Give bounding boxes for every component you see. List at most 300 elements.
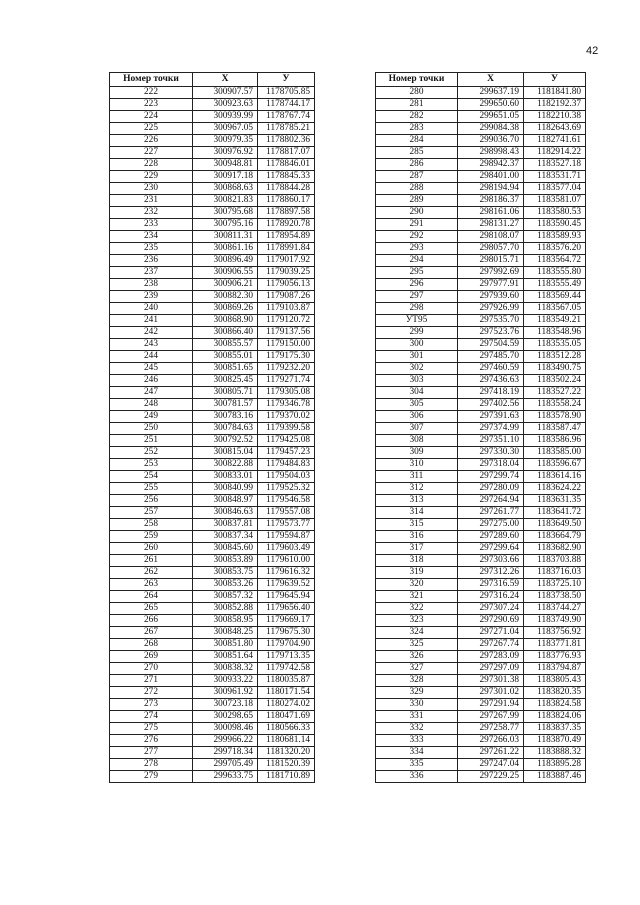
cell-x: 300869.26 (193, 303, 258, 315)
table-row (376, 555, 586, 567)
cell-point-number: 284 (376, 135, 458, 147)
cell-point-number: 322 (376, 603, 458, 615)
table-row (110, 507, 315, 519)
table-row (376, 579, 586, 591)
table-row (110, 219, 315, 231)
cell-x: 300906.21 (193, 279, 258, 291)
cell-x: 300848.97 (193, 495, 258, 507)
table-row (376, 519, 586, 531)
cell-y: 1183824.06 (524, 711, 586, 723)
cell-point-number: 222 (110, 87, 193, 99)
cell-x: 300855.57 (193, 339, 258, 351)
cell-y: 1183527.18 (524, 159, 586, 171)
cell-x: 298998.43 (458, 147, 524, 159)
cell-y: 1180681.14 (258, 735, 315, 747)
table-row (376, 423, 586, 435)
table-row (376, 279, 586, 291)
cell-point-number: 243 (110, 339, 193, 351)
table-row (376, 363, 586, 375)
cell-point-number: 244 (110, 351, 193, 363)
cell-x: 300967.05 (193, 123, 258, 135)
cell-y: 1178991.84 (258, 243, 315, 255)
cell-x: 297535.70 (458, 315, 524, 327)
cell-x: 298015.71 (458, 255, 524, 267)
cell-y: 1183590.45 (524, 219, 586, 231)
cell-x: 297523.76 (458, 327, 524, 339)
table-row (110, 411, 315, 423)
cell-point-number: 331 (376, 711, 458, 723)
cell-point-number: 265 (110, 603, 193, 615)
cell-y: 1179425.08 (258, 435, 315, 447)
table-row (110, 183, 315, 195)
cell-x: 298186.37 (458, 195, 524, 207)
cell-x: 297316.59 (458, 579, 524, 591)
cell-point-number: 335 (376, 759, 458, 771)
cell-point-number: 258 (110, 519, 193, 531)
cell-x: 300851.80 (193, 639, 258, 651)
cell-point-number: 313 (376, 495, 458, 507)
cell-y: 1179504.03 (258, 471, 315, 483)
cell-point-number: 320 (376, 579, 458, 591)
table-row (376, 675, 586, 687)
cell-y: 1180471.69 (258, 711, 315, 723)
cell-point-number: 309 (376, 447, 458, 459)
cell-y: 1179594.87 (258, 531, 315, 543)
cell-point-number: 227 (110, 147, 193, 159)
table-row (110, 579, 315, 591)
cell-y: 1183577.04 (524, 183, 586, 195)
cell-y: 1178767.74 (258, 111, 315, 123)
cell-point-number: 319 (376, 567, 458, 579)
cell-x: 300855.01 (193, 351, 258, 363)
cell-y: 1183888.32 (524, 747, 586, 759)
table-row (110, 435, 315, 447)
cell-point-number: 273 (110, 699, 193, 711)
cell-x: 298108.07 (458, 231, 524, 243)
table-row (110, 447, 315, 459)
cell-y: 1178705.85 (258, 87, 315, 99)
cell-x: 298057.70 (458, 243, 524, 255)
cell-point-number: 281 (376, 99, 458, 111)
cell-y: 1182914.22 (524, 147, 586, 159)
table-row (110, 687, 315, 699)
table-row (376, 183, 586, 195)
cell-point-number: 228 (110, 159, 193, 171)
cell-y: 1182192.37 (524, 99, 586, 111)
cell-point-number: 234 (110, 231, 193, 243)
table-row (376, 543, 586, 555)
cell-x: 297261.77 (458, 507, 524, 519)
table-row (376, 219, 586, 231)
table-row (376, 735, 586, 747)
cell-y: 1182210.38 (524, 111, 586, 123)
cell-y: 1183490.75 (524, 363, 586, 375)
cell-x: 300933.22 (193, 675, 258, 687)
cell-x: 300852.88 (193, 603, 258, 615)
cell-x: 300846.63 (193, 507, 258, 519)
cell-y: 1183527.22 (524, 387, 586, 399)
cell-point-number: 317 (376, 543, 458, 555)
cell-point-number: 334 (376, 747, 458, 759)
cell-point-number: 236 (110, 255, 193, 267)
table-row (110, 375, 315, 387)
cell-y: 1179484.83 (258, 459, 315, 471)
cell-y: 1178860.17 (258, 195, 315, 207)
cell-y: 1179669.17 (258, 615, 315, 627)
cell-y: 1183703.88 (524, 555, 586, 567)
cell-point-number: 306 (376, 411, 458, 423)
table-row (376, 243, 586, 255)
cell-y: 1180035.87 (258, 675, 315, 687)
cell-y: 1179639.52 (258, 579, 315, 591)
cell-y: 1179616.32 (258, 567, 315, 579)
table-row (110, 603, 315, 615)
table-row (110, 207, 315, 219)
cell-x: 299036.70 (458, 135, 524, 147)
cell-point-number: 282 (376, 111, 458, 123)
cell-x: 297297.09 (458, 663, 524, 675)
cell-point-number: 239 (110, 291, 193, 303)
cell-x: 300792.52 (193, 435, 258, 447)
cell-y: 1183531.71 (524, 171, 586, 183)
cell-x: 300853.75 (193, 567, 258, 579)
cell-x: 299637.19 (458, 87, 524, 99)
cell-point-number: 255 (110, 483, 193, 495)
cell-y: 1179370.02 (258, 411, 315, 423)
cell-point-number: 240 (110, 303, 193, 315)
cell-x: 297504.59 (458, 339, 524, 351)
cell-x: 297290.69 (458, 615, 524, 627)
cell-x: 298161.06 (458, 207, 524, 219)
cell-point-number: УТ95 (376, 315, 458, 327)
cell-y: 1179573.77 (258, 519, 315, 531)
table-row (110, 711, 315, 723)
cell-y: 1183771.81 (524, 639, 586, 651)
cell-x: 297299.74 (458, 471, 524, 483)
cell-point-number: 254 (110, 471, 193, 483)
cell-point-number: 315 (376, 519, 458, 531)
cell-y: 1183837.35 (524, 723, 586, 735)
table-row (110, 231, 315, 243)
table-row (110, 159, 315, 171)
cell-x: 297283.09 (458, 651, 524, 663)
cell-x: 300851.65 (193, 363, 258, 375)
cell-point-number: 256 (110, 495, 193, 507)
cell-point-number: 261 (110, 555, 193, 567)
cell-y: 1180274.02 (258, 699, 315, 711)
cell-point-number: 263 (110, 579, 193, 591)
cell-x: 300917.18 (193, 171, 258, 183)
cell-y: 1183749.90 (524, 615, 586, 627)
cell-y: 1183589.93 (524, 231, 586, 243)
cell-x: 298401.00 (458, 171, 524, 183)
cell-y: 1179103.87 (258, 303, 315, 315)
cell-point-number: 251 (110, 435, 193, 447)
cell-x: 297301.38 (458, 675, 524, 687)
cell-y: 1179039.25 (258, 267, 315, 279)
table-row (110, 519, 315, 531)
cell-y: 1183587.47 (524, 423, 586, 435)
cell-y: 1183725.10 (524, 579, 586, 591)
table-row (110, 663, 315, 675)
cell-x: 300948.81 (193, 159, 258, 171)
cell-y: 1181841.80 (524, 87, 586, 99)
cell-x: 297264.94 (458, 495, 524, 507)
table-row (376, 723, 586, 735)
cell-x: 300868.63 (193, 183, 258, 195)
cell-y: 1183794.87 (524, 663, 586, 675)
cell-y: 1183895.28 (524, 759, 586, 771)
cell-x: 300979.35 (193, 135, 258, 147)
cell-x: 300838.32 (193, 663, 258, 675)
table-row (376, 639, 586, 651)
cell-y: 1179017.92 (258, 255, 315, 267)
table-row (376, 411, 586, 423)
table-row (110, 591, 315, 603)
cell-x: 300976.92 (193, 147, 258, 159)
cell-y: 1179150.00 (258, 339, 315, 351)
table-row (110, 111, 315, 123)
table-row (110, 759, 315, 771)
cell-point-number: 226 (110, 135, 193, 147)
cell-y: 1179175.30 (258, 351, 315, 363)
cell-y: 1179232.20 (258, 363, 315, 375)
cell-x: 299084.38 (458, 123, 524, 135)
cell-point-number: 268 (110, 639, 193, 651)
header-y: У (524, 73, 586, 87)
cell-point-number: 295 (376, 267, 458, 279)
cell-point-number: 276 (110, 735, 193, 747)
cell-point-number: 270 (110, 663, 193, 675)
table-row (376, 387, 586, 399)
table-row (376, 159, 586, 171)
cell-y: 1183558.24 (524, 399, 586, 411)
cell-y: 1178920.78 (258, 219, 315, 231)
table-row (110, 351, 315, 363)
table-row (110, 135, 315, 147)
table-row (376, 459, 586, 471)
table-row (376, 207, 586, 219)
table-row (110, 99, 315, 111)
cell-y: 1179610.00 (258, 555, 315, 567)
table-row (110, 171, 315, 183)
cell-y: 1183535.05 (524, 339, 586, 351)
cell-x: 300098.46 (193, 723, 258, 735)
cell-x: 297275.00 (458, 519, 524, 531)
table-row (110, 471, 315, 483)
cell-x: 300781.57 (193, 399, 258, 411)
cell-x: 300866.40 (193, 327, 258, 339)
cell-x: 297301.02 (458, 687, 524, 699)
cell-point-number: 299 (376, 327, 458, 339)
cell-x: 300811.31 (193, 231, 258, 243)
cell-x: 300723.18 (193, 699, 258, 711)
table-row (110, 627, 315, 639)
cell-x: 299651.05 (458, 111, 524, 123)
page-number: 42 (586, 45, 599, 57)
cell-y: 1180171.54 (258, 687, 315, 699)
cell-y: 1179742.58 (258, 663, 315, 675)
cell-x: 300896.49 (193, 255, 258, 267)
table-row (376, 99, 586, 111)
cell-x: 297303.66 (458, 555, 524, 567)
header-x: X (458, 73, 524, 87)
cell-y: 1183569.44 (524, 291, 586, 303)
cell-x: 299633.75 (193, 771, 258, 783)
cell-x: 300840.99 (193, 483, 258, 495)
cell-x: 297926.99 (458, 303, 524, 315)
cell-point-number: 249 (110, 411, 193, 423)
table-row (110, 87, 315, 99)
cell-x: 297289.60 (458, 531, 524, 543)
cell-y: 1179120.72 (258, 315, 315, 327)
table-row (376, 399, 586, 411)
table-row (376, 771, 586, 783)
table-row (376, 339, 586, 351)
table-row (110, 495, 315, 507)
cell-point-number: 289 (376, 195, 458, 207)
cell-y: 1178954.89 (258, 231, 315, 243)
table-row (376, 267, 586, 279)
cell-x: 297307.24 (458, 603, 524, 615)
cell-x: 297374.99 (458, 423, 524, 435)
cell-x: 300805.71 (193, 387, 258, 399)
table-body-left (110, 87, 315, 783)
table-row (110, 747, 315, 759)
cell-y: 1183820.35 (524, 687, 586, 699)
cell-point-number: 303 (376, 375, 458, 387)
cell-x: 297330.30 (458, 447, 524, 459)
cell-point-number: 237 (110, 267, 193, 279)
table-row (376, 171, 586, 183)
cell-point-number: 223 (110, 99, 193, 111)
cell-y: 1181710.89 (258, 771, 315, 783)
cell-y: 1183596.67 (524, 459, 586, 471)
cell-x: 298194.94 (458, 183, 524, 195)
cell-point-number: 323 (376, 615, 458, 627)
cell-point-number: 225 (110, 123, 193, 135)
table-body-right (376, 87, 586, 783)
table-row (110, 255, 315, 267)
table-row (376, 375, 586, 387)
cell-x: 299718.34 (193, 747, 258, 759)
table-row (110, 531, 315, 543)
table-row (110, 459, 315, 471)
cell-point-number: 310 (376, 459, 458, 471)
cell-point-number: 287 (376, 171, 458, 183)
cell-y: 1183664.79 (524, 531, 586, 543)
table-row (110, 291, 315, 303)
cell-point-number: 272 (110, 687, 193, 699)
cell-y: 1181520.39 (258, 759, 315, 771)
cell-y: 1183580.53 (524, 207, 586, 219)
cell-point-number: 321 (376, 591, 458, 603)
cell-point-number: 267 (110, 627, 193, 639)
cell-y: 1178844.28 (258, 183, 315, 195)
cell-x: 297460.59 (458, 363, 524, 375)
cell-point-number: 259 (110, 531, 193, 543)
cell-x: 300825.45 (193, 375, 258, 387)
cell-y: 1178897.58 (258, 207, 315, 219)
cell-point-number: 301 (376, 351, 458, 363)
cell-y: 1178785.21 (258, 123, 315, 135)
table-row (376, 147, 586, 159)
cell-x: 297267.99 (458, 711, 524, 723)
cell-y: 1179457.23 (258, 447, 315, 459)
table-row (110, 423, 315, 435)
cell-y: 1180566.33 (258, 723, 315, 735)
cell-point-number: 300 (376, 339, 458, 351)
cell-x: 297312.26 (458, 567, 524, 579)
table-row (110, 699, 315, 711)
cell-y: 1183738.50 (524, 591, 586, 603)
cell-point-number: 242 (110, 327, 193, 339)
table-row (110, 303, 315, 315)
cell-point-number: 241 (110, 315, 193, 327)
table-row (110, 567, 315, 579)
table-row (376, 687, 586, 699)
cell-y: 1183576.20 (524, 243, 586, 255)
cell-point-number: 312 (376, 483, 458, 495)
table-row (110, 483, 315, 495)
table-row (110, 675, 315, 687)
cell-y: 1179713.35 (258, 651, 315, 663)
cell-x: 300795.68 (193, 207, 258, 219)
cell-x: 300837.81 (193, 519, 258, 531)
cell-point-number: 271 (110, 675, 193, 687)
cell-point-number: 229 (110, 171, 193, 183)
cell-y: 1183614.16 (524, 471, 586, 483)
cell-x: 300857.32 (193, 591, 258, 603)
table-row (110, 387, 315, 399)
table-row (110, 651, 315, 663)
cell-point-number: 318 (376, 555, 458, 567)
cell-x: 300868.90 (193, 315, 258, 327)
cell-point-number: 245 (110, 363, 193, 375)
table-row (110, 543, 315, 555)
cell-x: 297271.04 (458, 627, 524, 639)
cell-x: 300833.01 (193, 471, 258, 483)
table-row (110, 315, 315, 327)
cell-x: 300851.64 (193, 651, 258, 663)
table-row (376, 123, 586, 135)
table-row (376, 111, 586, 123)
table-row (376, 255, 586, 267)
table-row (110, 195, 315, 207)
table-row (376, 471, 586, 483)
cell-x: 297280.09 (458, 483, 524, 495)
cell-y: 1179399.58 (258, 423, 315, 435)
cell-x: 299650.60 (458, 99, 524, 111)
cell-point-number: 269 (110, 651, 193, 663)
cell-point-number: 262 (110, 567, 193, 579)
header-point-number: Номер точки (110, 73, 193, 87)
cell-point-number: 275 (110, 723, 193, 735)
cell-x: 300907.57 (193, 87, 258, 99)
cell-y: 1178845.33 (258, 171, 315, 183)
cell-point-number: 316 (376, 531, 458, 543)
cell-point-number: 327 (376, 663, 458, 675)
table-row (376, 231, 586, 243)
table-row (376, 495, 586, 507)
cell-point-number: 279 (110, 771, 193, 783)
table-row (110, 339, 315, 351)
table-row (110, 123, 315, 135)
cell-y: 1179346.78 (258, 399, 315, 411)
cell-y: 1179557.08 (258, 507, 315, 519)
cell-x: 300853.89 (193, 555, 258, 567)
cell-y: 1183567.05 (524, 303, 586, 315)
